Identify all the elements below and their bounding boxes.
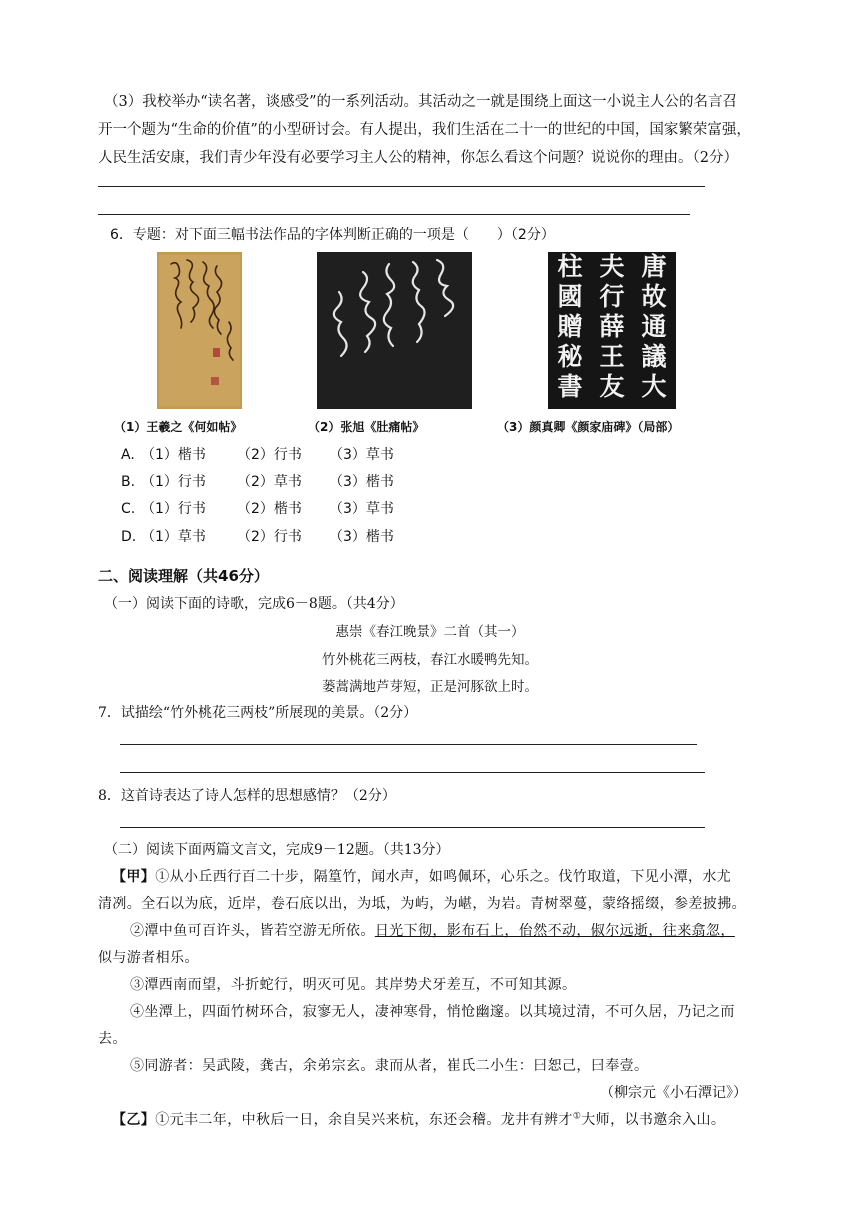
yi-text: ①元丰二年，中秋后一日，余自吴兴来杭，东还会稽。龙井有辨才 — [155, 1112, 573, 1128]
answer-line — [120, 744, 697, 745]
poem-line-2: 蒌蒿满地芦芽短，正是河豚欲上时。 — [322, 679, 538, 695]
image-caption-1: （1）王羲之《何如帖》 — [114, 420, 243, 434]
jia-paragraph-1a — [112, 866, 731, 886]
calligraphy-image-1 — [157, 252, 242, 409]
section-heading: 二、阅读理解（共46分） — [98, 567, 269, 585]
q6-stem: 6．专题：对下面三幅书法作品的字体判断正确的一项是（ ）（2分） — [110, 227, 555, 243]
option-letter: B. — [121, 474, 136, 490]
jia-paragraph-4a: ④坐潭上，四面竹树环合，寂寥无人，凄神寒骨，悄怆幽邃。以其境过清，不可久居，乃记之而 — [130, 1004, 735, 1020]
jia-text: ①从小丘西行百二十步，隔篁竹，闻水声，如鸣佩环，心乐之。伐竹取道，下见小潭，水尤 — [155, 869, 732, 885]
stele-char: 贈 — [557, 312, 583, 341]
option-b[interactable] — [121, 471, 394, 491]
answer-line — [98, 186, 705, 187]
stele-char: 秘 — [557, 342, 583, 371]
stele-char: 議 — [641, 342, 667, 371]
jia-label: 【甲】 — [112, 869, 156, 885]
poem-title: 惠崇《春江晚景》二首（其一） — [335, 624, 525, 640]
option-part: （2）草书 — [237, 474, 302, 490]
option-part: （1）行书 — [141, 501, 206, 517]
image-caption-2: （2）张旭《肚痛帖》 — [308, 420, 425, 434]
yi-text: 大师，以书邀余入山。 — [581, 1112, 726, 1128]
stele-char: 書 — [557, 372, 583, 401]
footnote-marker: ① — [572, 1111, 582, 1122]
option-c[interactable] — [121, 498, 394, 518]
q5-3-line3: 人民生活安康，我们青少年没有必要学习主人公的精神，你怎么看这个问题？说说你的理由。（2分） — [98, 150, 738, 166]
jia-paragraph-2a — [130, 920, 735, 940]
underlined-sentence: 日光下彻，影布石上，佁然不动，俶尔远逝，往来翕忽， — [374, 923, 735, 939]
option-a[interactable] — [121, 444, 394, 464]
stele-char: 大 — [641, 372, 667, 401]
option-part: （3）楷书 — [329, 474, 394, 490]
q5-3-line2: 开一个题为“生命的价值”的小型研讨会。有人提出，我们生活在二十一的世纪的中国，国家繁荣富强， — [98, 122, 751, 138]
option-part: （2）行书 — [237, 447, 302, 463]
poem-line-1: 竹外桃花三两枝，春江水暖鸭先知。 — [322, 652, 538, 668]
jia-paragraph-5: ⑤同游者：吴武陵，龚古，余弟宗玄。隶而从者，崔氏二小生：曰恕己，曰奉壹。 — [130, 1058, 649, 1074]
stele-char: 柱 — [557, 252, 583, 281]
q5-3-line1: （3）我校举办“读名著，谈感受”的一系列活动。其活动之一就是围绕上面这一小说主人公的名言召 — [104, 94, 738, 110]
q8-stem: 8．这首诗表达了诗人怎样的思想感情？（2分） — [98, 788, 396, 804]
cursive-script-strokes — [157, 252, 242, 409]
calligraphy-image-2 — [317, 252, 472, 409]
option-part: （3）草书 — [329, 447, 394, 463]
option-letter: A. — [121, 447, 135, 463]
jia-source: （柳宗元《小石潭记》） — [600, 1085, 747, 1101]
option-part: （1）草书 — [141, 529, 206, 545]
option-part: （2）楷书 — [237, 501, 302, 517]
part1-intro: （一）阅读下面的诗歌，完成6－8题。（共4分） — [104, 596, 404, 612]
stele-char: 夫 — [599, 252, 625, 281]
stele-column-2 — [592, 252, 632, 402]
jia-paragraph-2b: 似与游者相乐。 — [98, 950, 199, 966]
stele-column-3 — [550, 252, 590, 402]
yi-label: 【乙】 — [112, 1112, 156, 1128]
jia-paragraph-3: ③潭西南而望，斗折蛇行，明灭可见。其岸势犬牙差互，不可知其源。 — [130, 977, 577, 993]
yi-paragraph-1 — [112, 1109, 725, 1129]
stele-char: 友 — [599, 372, 625, 401]
wild-cursive-strokes — [317, 252, 472, 409]
stele-char: 國 — [557, 282, 583, 311]
option-d[interactable] — [121, 526, 394, 546]
option-letter: D. — [121, 529, 137, 545]
image-caption-3: （3）颜真卿《颜家庙碑》（局部） — [497, 420, 680, 434]
stele-char: 行 — [599, 282, 625, 311]
calligraphy-image-3 — [548, 252, 676, 409]
stele-char: 唐 — [641, 252, 667, 281]
answer-line — [120, 827, 705, 828]
part2-intro: （二）阅读下面两篇文言文，完成9－12题。（共13分） — [104, 842, 450, 858]
answer-line — [120, 772, 705, 773]
option-part: （1）楷书 — [141, 447, 206, 463]
stele-column-1 — [634, 252, 674, 402]
option-part: （3）草书 — [329, 501, 394, 517]
stele-char: 王 — [599, 342, 625, 371]
stele-char: 故 — [641, 282, 667, 311]
stele-char: 通 — [641, 312, 667, 341]
option-part: （2）行书 — [237, 529, 302, 545]
option-part: （1）行书 — [141, 474, 206, 490]
jia-paragraph-4b: 去。 — [98, 1031, 127, 1047]
answer-line — [98, 214, 690, 215]
option-part: （3）楷书 — [329, 529, 394, 545]
stele-char: 薛 — [599, 312, 625, 341]
q7-stem: 7．试描绘“竹外桃花三两枝”所展现的美景。（2分） — [98, 705, 418, 721]
jia-paragraph-1b: 清冽。全石以为底，近岸，卷石底以出，为坻，为屿，为嵁，为岩。青树翠蔓，蒙络摇缀，参差披拂。 — [98, 896, 746, 912]
jia-text: ②潭中鱼可百许头，皆若空游无所依。 — [130, 923, 375, 939]
option-letter: C. — [121, 501, 136, 517]
